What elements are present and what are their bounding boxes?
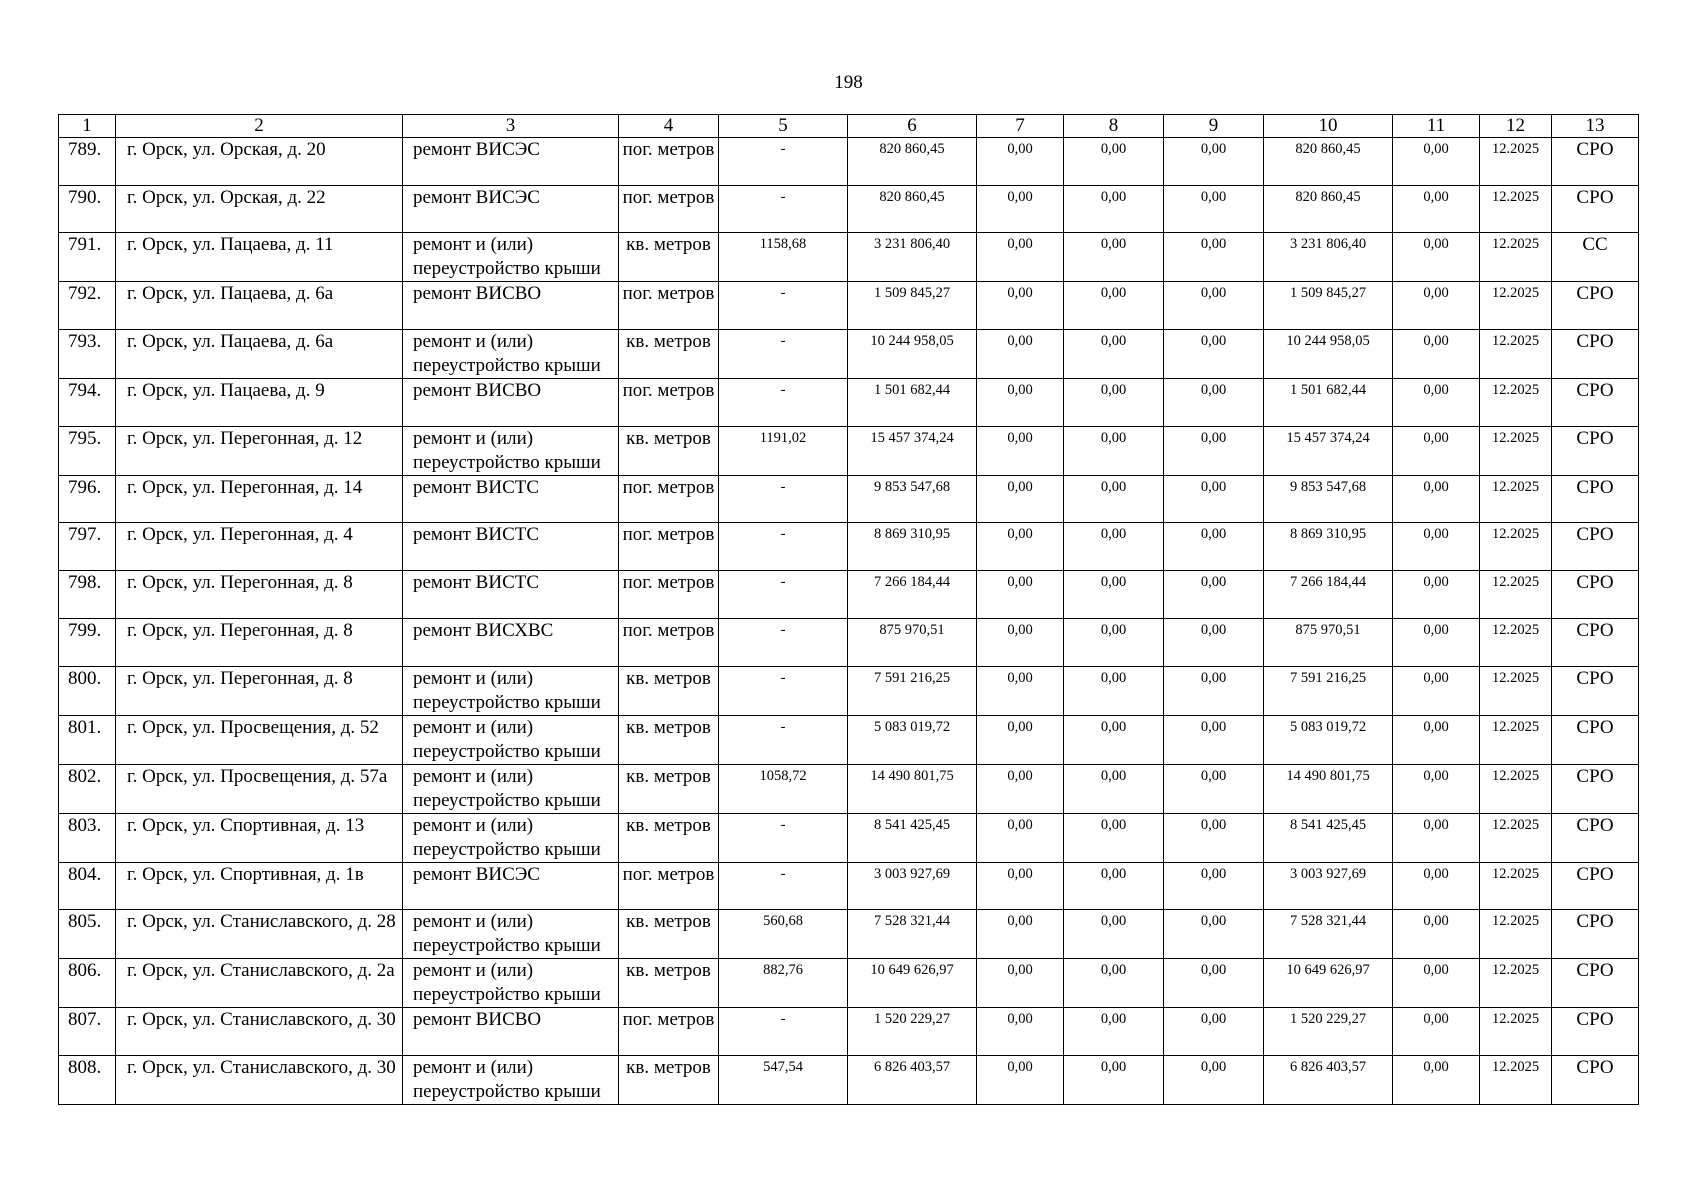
total-cost-cell: 3 003 927,69 bbox=[848, 862, 977, 910]
row-number-cell: 806. bbox=[59, 959, 116, 1008]
row-number-cell: 807. bbox=[59, 1008, 116, 1056]
column-header: 11 bbox=[1393, 115, 1480, 138]
owner-funds-cell: 820 860,45 bbox=[1264, 138, 1393, 186]
completion-date-cell: 12.2025 bbox=[1480, 379, 1552, 427]
federal-funds-cell: 0,00 bbox=[977, 764, 1064, 813]
completion-date-cell: 12.2025 bbox=[1480, 282, 1552, 330]
quantity-cell: - bbox=[719, 185, 848, 233]
other-funds-cell: 0,00 bbox=[1393, 910, 1480, 959]
total-cost-cell: 10 244 958,05 bbox=[848, 330, 977, 379]
column-header: 9 bbox=[1164, 115, 1264, 138]
column-header: 12 bbox=[1480, 115, 1552, 138]
work-type-cell: ремонт ВИСВО bbox=[403, 282, 619, 330]
federal-funds-cell: 0,00 bbox=[977, 862, 1064, 910]
total-cost-cell: 15 457 374,24 bbox=[848, 426, 977, 475]
other-funds-cell: 0,00 bbox=[1393, 330, 1480, 379]
work-type-cell: ремонт и (или) переустройство крыши bbox=[403, 233, 619, 282]
municipal-funds-cell: 0,00 bbox=[1164, 862, 1264, 910]
work-type-cell: ремонт ВИСТС bbox=[403, 475, 619, 523]
address-cell: г. Орск, ул. Перегонная, д. 8 bbox=[116, 571, 403, 619]
owner-funds-cell: 1 509 845,27 bbox=[1264, 282, 1393, 330]
fund-method-cell: СРО bbox=[1552, 764, 1639, 813]
address-cell: г. Орск, ул. Перегонная, д. 8 bbox=[116, 666, 403, 715]
unit-cell: пог. метров bbox=[619, 618, 719, 666]
total-cost-cell: 875 970,51 bbox=[848, 618, 977, 666]
unit-cell: кв. метров bbox=[619, 959, 719, 1008]
federal-funds-cell: 0,00 bbox=[977, 618, 1064, 666]
fund-method-cell: СРО bbox=[1552, 813, 1639, 862]
fund-method-cell: СРО bbox=[1552, 910, 1639, 959]
municipal-funds-cell: 0,00 bbox=[1164, 185, 1264, 233]
unit-cell: кв. метров bbox=[619, 910, 719, 959]
owner-funds-cell: 820 860,45 bbox=[1264, 185, 1393, 233]
address-cell: г. Орск, ул. Спортивная, д. 13 bbox=[116, 813, 403, 862]
table-row bbox=[59, 764, 1639, 813]
column-number-row bbox=[59, 115, 1639, 138]
address-cell: г. Орск, ул. Станиславского, д. 30 bbox=[116, 1055, 403, 1104]
fund-method-cell: СРО bbox=[1552, 715, 1639, 764]
row-number-cell: 794. bbox=[59, 379, 116, 427]
fund-method-cell: СРО bbox=[1552, 379, 1639, 427]
regional-funds-cell: 0,00 bbox=[1064, 764, 1164, 813]
unit-cell: пог. метров bbox=[619, 862, 719, 910]
other-funds-cell: 0,00 bbox=[1393, 571, 1480, 619]
work-type-cell: ремонт ВИСЭС bbox=[403, 185, 619, 233]
row-number-cell: 799. bbox=[59, 618, 116, 666]
unit-cell: кв. метров bbox=[619, 813, 719, 862]
federal-funds-cell: 0,00 bbox=[977, 282, 1064, 330]
federal-funds-cell: 0,00 bbox=[977, 475, 1064, 523]
address-cell: г. Орск, ул. Пацаева, д. 6а bbox=[116, 282, 403, 330]
owner-funds-cell: 15 457 374,24 bbox=[1264, 426, 1393, 475]
municipal-funds-cell: 0,00 bbox=[1164, 475, 1264, 523]
other-funds-cell: 0,00 bbox=[1393, 618, 1480, 666]
municipal-funds-cell: 0,00 bbox=[1164, 910, 1264, 959]
unit-cell: пог. метров bbox=[619, 282, 719, 330]
work-type-cell: ремонт ВИСХВС bbox=[403, 618, 619, 666]
row-number-cell: 793. bbox=[59, 330, 116, 379]
unit-cell: пог. метров bbox=[619, 185, 719, 233]
fund-method-cell: СРО bbox=[1552, 475, 1639, 523]
owner-funds-cell: 10 244 958,05 bbox=[1264, 330, 1393, 379]
total-cost-cell: 9 853 547,68 bbox=[848, 475, 977, 523]
owner-funds-cell: 3 231 806,40 bbox=[1264, 233, 1393, 282]
municipal-funds-cell: 0,00 bbox=[1164, 233, 1264, 282]
table-row bbox=[59, 666, 1639, 715]
other-funds-cell: 0,00 bbox=[1393, 715, 1480, 764]
address-cell: г. Орск, ул. Орская, д. 20 bbox=[116, 138, 403, 186]
other-funds-cell: 0,00 bbox=[1393, 185, 1480, 233]
federal-funds-cell: 0,00 bbox=[977, 330, 1064, 379]
fund-method-cell: СРО bbox=[1552, 185, 1639, 233]
regional-funds-cell: 0,00 bbox=[1064, 138, 1164, 186]
owner-funds-cell: 6 826 403,57 bbox=[1264, 1055, 1393, 1104]
unit-cell: кв. метров bbox=[619, 330, 719, 379]
total-cost-cell: 7 591 216,25 bbox=[848, 666, 977, 715]
table-row bbox=[59, 715, 1639, 764]
quantity-cell: - bbox=[719, 523, 848, 571]
work-type-cell: ремонт и (или) переустройство крыши bbox=[403, 330, 619, 379]
column-header: 3 bbox=[403, 115, 619, 138]
federal-funds-cell: 0,00 bbox=[977, 1008, 1064, 1056]
completion-date-cell: 12.2025 bbox=[1480, 571, 1552, 619]
completion-date-cell: 12.2025 bbox=[1480, 185, 1552, 233]
quantity-cell: 1158,68 bbox=[719, 233, 848, 282]
other-funds-cell: 0,00 bbox=[1393, 764, 1480, 813]
address-cell: г. Орск, ул. Пацаева, д. 6а bbox=[116, 330, 403, 379]
other-funds-cell: 0,00 bbox=[1393, 959, 1480, 1008]
row-number-cell: 791. bbox=[59, 233, 116, 282]
table-row bbox=[59, 185, 1639, 233]
table-row bbox=[59, 959, 1639, 1008]
table-row bbox=[59, 862, 1639, 910]
table-row bbox=[59, 282, 1639, 330]
quantity-cell: 882,76 bbox=[719, 959, 848, 1008]
regional-funds-cell: 0,00 bbox=[1064, 618, 1164, 666]
federal-funds-cell: 0,00 bbox=[977, 715, 1064, 764]
other-funds-cell: 0,00 bbox=[1393, 813, 1480, 862]
completion-date-cell: 12.2025 bbox=[1480, 618, 1552, 666]
completion-date-cell: 12.2025 bbox=[1480, 233, 1552, 282]
work-type-cell: ремонт и (или) переустройство крыши bbox=[403, 426, 619, 475]
column-header: 5 bbox=[719, 115, 848, 138]
address-cell: г. Орск, ул. Перегонная, д. 8 bbox=[116, 618, 403, 666]
table-row bbox=[59, 233, 1639, 282]
quantity-cell: - bbox=[719, 618, 848, 666]
table-row bbox=[59, 618, 1639, 666]
regional-funds-cell: 0,00 bbox=[1064, 282, 1164, 330]
completion-date-cell: 12.2025 bbox=[1480, 862, 1552, 910]
total-cost-cell: 1 509 845,27 bbox=[848, 282, 977, 330]
repair-program-table bbox=[58, 114, 1639, 1105]
completion-date-cell: 12.2025 bbox=[1480, 910, 1552, 959]
owner-funds-cell: 3 003 927,69 bbox=[1264, 862, 1393, 910]
address-cell: г. Орск, ул. Пацаева, д. 11 bbox=[116, 233, 403, 282]
completion-date-cell: 12.2025 bbox=[1480, 764, 1552, 813]
regional-funds-cell: 0,00 bbox=[1064, 715, 1164, 764]
address-cell: г. Орск, ул. Просвещения, д. 57а bbox=[116, 764, 403, 813]
total-cost-cell: 7 266 184,44 bbox=[848, 571, 977, 619]
work-type-cell: ремонт ВИСТС bbox=[403, 571, 619, 619]
regional-funds-cell: 0,00 bbox=[1064, 330, 1164, 379]
table-row bbox=[59, 571, 1639, 619]
fund-method-cell: СРО bbox=[1552, 1055, 1639, 1104]
column-header: 1 bbox=[59, 115, 116, 138]
work-type-cell: ремонт и (или) переустройство крыши bbox=[403, 666, 619, 715]
federal-funds-cell: 0,00 bbox=[977, 185, 1064, 233]
regional-funds-cell: 0,00 bbox=[1064, 1055, 1164, 1104]
completion-date-cell: 12.2025 bbox=[1480, 1055, 1552, 1104]
regional-funds-cell: 0,00 bbox=[1064, 185, 1164, 233]
address-cell: г. Орск, ул. Станиславского, д. 28 bbox=[116, 910, 403, 959]
unit-cell: кв. метров bbox=[619, 1055, 719, 1104]
quantity-cell: 560,68 bbox=[719, 910, 848, 959]
unit-cell: пог. метров bbox=[619, 138, 719, 186]
municipal-funds-cell: 0,00 bbox=[1164, 282, 1264, 330]
unit-cell: пог. метров bbox=[619, 475, 719, 523]
fund-method-cell: СРО bbox=[1552, 1008, 1639, 1056]
owner-funds-cell: 7 591 216,25 bbox=[1264, 666, 1393, 715]
column-header: 7 bbox=[977, 115, 1064, 138]
fund-method-cell: СРО bbox=[1552, 282, 1639, 330]
unit-cell: кв. метров bbox=[619, 233, 719, 282]
municipal-funds-cell: 0,00 bbox=[1164, 1008, 1264, 1056]
municipal-funds-cell: 0,00 bbox=[1164, 523, 1264, 571]
table-row bbox=[59, 910, 1639, 959]
quantity-cell: - bbox=[719, 715, 848, 764]
total-cost-cell: 3 231 806,40 bbox=[848, 233, 977, 282]
federal-funds-cell: 0,00 bbox=[977, 379, 1064, 427]
fund-method-cell: СРО bbox=[1552, 618, 1639, 666]
total-cost-cell: 10 649 626,97 bbox=[848, 959, 977, 1008]
quantity-cell: - bbox=[719, 666, 848, 715]
address-cell: г. Орск, ул. Станиславского, д. 2а bbox=[116, 959, 403, 1008]
regional-funds-cell: 0,00 bbox=[1064, 233, 1164, 282]
column-header: 8 bbox=[1064, 115, 1164, 138]
fund-method-cell: СРО bbox=[1552, 666, 1639, 715]
total-cost-cell: 1 520 229,27 bbox=[848, 1008, 977, 1056]
quantity-cell: - bbox=[719, 475, 848, 523]
work-type-cell: ремонт и (или) переустройство крыши bbox=[403, 959, 619, 1008]
address-cell: г. Орск, ул. Станиславского, д. 30 bbox=[116, 1008, 403, 1056]
fund-method-cell: СРО bbox=[1552, 426, 1639, 475]
regional-funds-cell: 0,00 bbox=[1064, 571, 1164, 619]
owner-funds-cell: 7 528 321,44 bbox=[1264, 910, 1393, 959]
completion-date-cell: 12.2025 bbox=[1480, 330, 1552, 379]
owner-funds-cell: 8 541 425,45 bbox=[1264, 813, 1393, 862]
quantity-cell: - bbox=[719, 813, 848, 862]
federal-funds-cell: 0,00 bbox=[977, 523, 1064, 571]
address-cell: г. Орск, ул. Спортивная, д. 1в bbox=[116, 862, 403, 910]
table-row bbox=[59, 1055, 1639, 1104]
other-funds-cell: 0,00 bbox=[1393, 666, 1480, 715]
column-header: 6 bbox=[848, 115, 977, 138]
table-body bbox=[59, 138, 1639, 1105]
municipal-funds-cell: 0,00 bbox=[1164, 715, 1264, 764]
row-number-cell: 796. bbox=[59, 475, 116, 523]
row-number-cell: 798. bbox=[59, 571, 116, 619]
column-header: 13 bbox=[1552, 115, 1639, 138]
municipal-funds-cell: 0,00 bbox=[1164, 959, 1264, 1008]
total-cost-cell: 8 541 425,45 bbox=[848, 813, 977, 862]
address-cell: г. Орск, ул. Просвещения, д. 52 bbox=[116, 715, 403, 764]
fund-method-cell: СС bbox=[1552, 233, 1639, 282]
table-row bbox=[59, 138, 1639, 186]
row-number-cell: 797. bbox=[59, 523, 116, 571]
federal-funds-cell: 0,00 bbox=[977, 233, 1064, 282]
work-type-cell: ремонт ВИСЭС bbox=[403, 862, 619, 910]
quantity-cell: - bbox=[719, 862, 848, 910]
federal-funds-cell: 0,00 bbox=[977, 813, 1064, 862]
completion-date-cell: 12.2025 bbox=[1480, 475, 1552, 523]
regional-funds-cell: 0,00 bbox=[1064, 1008, 1164, 1056]
address-cell: г. Орск, ул. Перегонная, д. 14 bbox=[116, 475, 403, 523]
table-row bbox=[59, 1008, 1639, 1056]
fund-method-cell: СРО bbox=[1552, 138, 1639, 186]
fund-method-cell: СРО bbox=[1552, 571, 1639, 619]
other-funds-cell: 0,00 bbox=[1393, 233, 1480, 282]
row-number-cell: 804. bbox=[59, 862, 116, 910]
federal-funds-cell: 0,00 bbox=[977, 1055, 1064, 1104]
owner-funds-cell: 8 869 310,95 bbox=[1264, 523, 1393, 571]
row-number-cell: 792. bbox=[59, 282, 116, 330]
regional-funds-cell: 0,00 bbox=[1064, 666, 1164, 715]
total-cost-cell: 1 501 682,44 bbox=[848, 379, 977, 427]
owner-funds-cell: 5 083 019,72 bbox=[1264, 715, 1393, 764]
address-cell: г. Орск, ул. Пацаева, д. 9 bbox=[116, 379, 403, 427]
fund-method-cell: СРО bbox=[1552, 959, 1639, 1008]
quantity-cell: - bbox=[719, 138, 848, 186]
total-cost-cell: 820 860,45 bbox=[848, 185, 977, 233]
completion-date-cell: 12.2025 bbox=[1480, 1008, 1552, 1056]
owner-funds-cell: 1 520 229,27 bbox=[1264, 1008, 1393, 1056]
completion-date-cell: 12.2025 bbox=[1480, 715, 1552, 764]
owner-funds-cell: 1 501 682,44 bbox=[1264, 379, 1393, 427]
column-header: 4 bbox=[619, 115, 719, 138]
other-funds-cell: 0,00 bbox=[1393, 282, 1480, 330]
other-funds-cell: 0,00 bbox=[1393, 379, 1480, 427]
table-row bbox=[59, 523, 1639, 571]
other-funds-cell: 0,00 bbox=[1393, 138, 1480, 186]
table-row bbox=[59, 426, 1639, 475]
federal-funds-cell: 0,00 bbox=[977, 959, 1064, 1008]
municipal-funds-cell: 0,00 bbox=[1164, 330, 1264, 379]
completion-date-cell: 12.2025 bbox=[1480, 426, 1552, 475]
quantity-cell: - bbox=[719, 571, 848, 619]
row-number-cell: 789. bbox=[59, 138, 116, 186]
table-row bbox=[59, 813, 1639, 862]
owner-funds-cell: 10 649 626,97 bbox=[1264, 959, 1393, 1008]
work-type-cell: ремонт и (или) переустройство крыши bbox=[403, 715, 619, 764]
work-type-cell: ремонт и (или) переустройство крыши bbox=[403, 1055, 619, 1104]
unit-cell: пог. метров bbox=[619, 1008, 719, 1056]
federal-funds-cell: 0,00 bbox=[977, 426, 1064, 475]
municipal-funds-cell: 0,00 bbox=[1164, 666, 1264, 715]
fund-method-cell: СРО bbox=[1552, 330, 1639, 379]
municipal-funds-cell: 0,00 bbox=[1164, 618, 1264, 666]
federal-funds-cell: 0,00 bbox=[977, 571, 1064, 619]
municipal-funds-cell: 0,00 bbox=[1164, 764, 1264, 813]
total-cost-cell: 8 869 310,95 bbox=[848, 523, 977, 571]
row-number-cell: 802. bbox=[59, 764, 116, 813]
total-cost-cell: 5 083 019,72 bbox=[848, 715, 977, 764]
fund-method-cell: СРО bbox=[1552, 523, 1639, 571]
page-number: 198 bbox=[834, 72, 863, 93]
completion-date-cell: 12.2025 bbox=[1480, 666, 1552, 715]
total-cost-cell: 14 490 801,75 bbox=[848, 764, 977, 813]
row-number-cell: 808. bbox=[59, 1055, 116, 1104]
other-funds-cell: 0,00 bbox=[1393, 475, 1480, 523]
other-funds-cell: 0,00 bbox=[1393, 862, 1480, 910]
row-number-cell: 801. bbox=[59, 715, 116, 764]
other-funds-cell: 0,00 bbox=[1393, 426, 1480, 475]
quantity-cell: - bbox=[719, 330, 848, 379]
other-funds-cell: 0,00 bbox=[1393, 1008, 1480, 1056]
address-cell: г. Орск, ул. Перегонная, д. 4 bbox=[116, 523, 403, 571]
work-type-cell: ремонт ВИСТС bbox=[403, 523, 619, 571]
column-header: 2 bbox=[116, 115, 403, 138]
regional-funds-cell: 0,00 bbox=[1064, 426, 1164, 475]
quantity-cell: - bbox=[719, 379, 848, 427]
column-header: 10 bbox=[1264, 115, 1393, 138]
address-cell: г. Орск, ул. Орская, д. 22 bbox=[116, 185, 403, 233]
work-type-cell: ремонт ВИСВО bbox=[403, 379, 619, 427]
regional-funds-cell: 0,00 bbox=[1064, 862, 1164, 910]
table-row bbox=[59, 379, 1639, 427]
total-cost-cell: 7 528 321,44 bbox=[848, 910, 977, 959]
other-funds-cell: 0,00 bbox=[1393, 1055, 1480, 1104]
unit-cell: кв. метров bbox=[619, 426, 719, 475]
row-number-cell: 790. bbox=[59, 185, 116, 233]
regional-funds-cell: 0,00 bbox=[1064, 959, 1164, 1008]
federal-funds-cell: 0,00 bbox=[977, 666, 1064, 715]
municipal-funds-cell: 0,00 bbox=[1164, 1055, 1264, 1104]
unit-cell: кв. метров bbox=[619, 764, 719, 813]
quantity-cell: 547,54 bbox=[719, 1055, 848, 1104]
municipal-funds-cell: 0,00 bbox=[1164, 379, 1264, 427]
regional-funds-cell: 0,00 bbox=[1064, 475, 1164, 523]
owner-funds-cell: 7 266 184,44 bbox=[1264, 571, 1393, 619]
federal-funds-cell: 0,00 bbox=[977, 138, 1064, 186]
table-row bbox=[59, 475, 1639, 523]
federal-funds-cell: 0,00 bbox=[977, 910, 1064, 959]
total-cost-cell: 820 860,45 bbox=[848, 138, 977, 186]
row-number-cell: 805. bbox=[59, 910, 116, 959]
work-type-cell: ремонт ВИСВО bbox=[403, 1008, 619, 1056]
completion-date-cell: 12.2025 bbox=[1480, 138, 1552, 186]
fund-method-cell: СРО bbox=[1552, 862, 1639, 910]
row-number-cell: 795. bbox=[59, 426, 116, 475]
regional-funds-cell: 0,00 bbox=[1064, 379, 1164, 427]
completion-date-cell: 12.2025 bbox=[1480, 523, 1552, 571]
municipal-funds-cell: 0,00 bbox=[1164, 813, 1264, 862]
work-type-cell: ремонт и (или) переустройство крыши bbox=[403, 813, 619, 862]
address-cell: г. Орск, ул. Перегонная, д. 12 bbox=[116, 426, 403, 475]
owner-funds-cell: 875 970,51 bbox=[1264, 618, 1393, 666]
work-type-cell: ремонт ВИСЭС bbox=[403, 138, 619, 186]
unit-cell: пог. метров bbox=[619, 571, 719, 619]
work-type-cell: ремонт и (или) переустройство крыши bbox=[403, 764, 619, 813]
unit-cell: кв. метров bbox=[619, 666, 719, 715]
regional-funds-cell: 0,00 bbox=[1064, 910, 1164, 959]
quantity-cell: - bbox=[719, 282, 848, 330]
municipal-funds-cell: 0,00 bbox=[1164, 138, 1264, 186]
row-number-cell: 800. bbox=[59, 666, 116, 715]
municipal-funds-cell: 0,00 bbox=[1164, 571, 1264, 619]
quantity-cell: 1191,02 bbox=[719, 426, 848, 475]
owner-funds-cell: 14 490 801,75 bbox=[1264, 764, 1393, 813]
owner-funds-cell: 9 853 547,68 bbox=[1264, 475, 1393, 523]
regional-funds-cell: 0,00 bbox=[1064, 813, 1164, 862]
unit-cell: пог. метров bbox=[619, 379, 719, 427]
table-row bbox=[59, 330, 1639, 379]
other-funds-cell: 0,00 bbox=[1393, 523, 1480, 571]
regional-funds-cell: 0,00 bbox=[1064, 523, 1164, 571]
completion-date-cell: 12.2025 bbox=[1480, 959, 1552, 1008]
unit-cell: кв. метров bbox=[619, 715, 719, 764]
completion-date-cell: 12.2025 bbox=[1480, 813, 1552, 862]
total-cost-cell: 6 826 403,57 bbox=[848, 1055, 977, 1104]
quantity-cell: 1058,72 bbox=[719, 764, 848, 813]
quantity-cell: - bbox=[719, 1008, 848, 1056]
unit-cell: пог. метров bbox=[619, 523, 719, 571]
work-type-cell: ремонт и (или) переустройство крыши bbox=[403, 910, 619, 959]
row-number-cell: 803. bbox=[59, 813, 116, 862]
municipal-funds-cell: 0,00 bbox=[1164, 426, 1264, 475]
